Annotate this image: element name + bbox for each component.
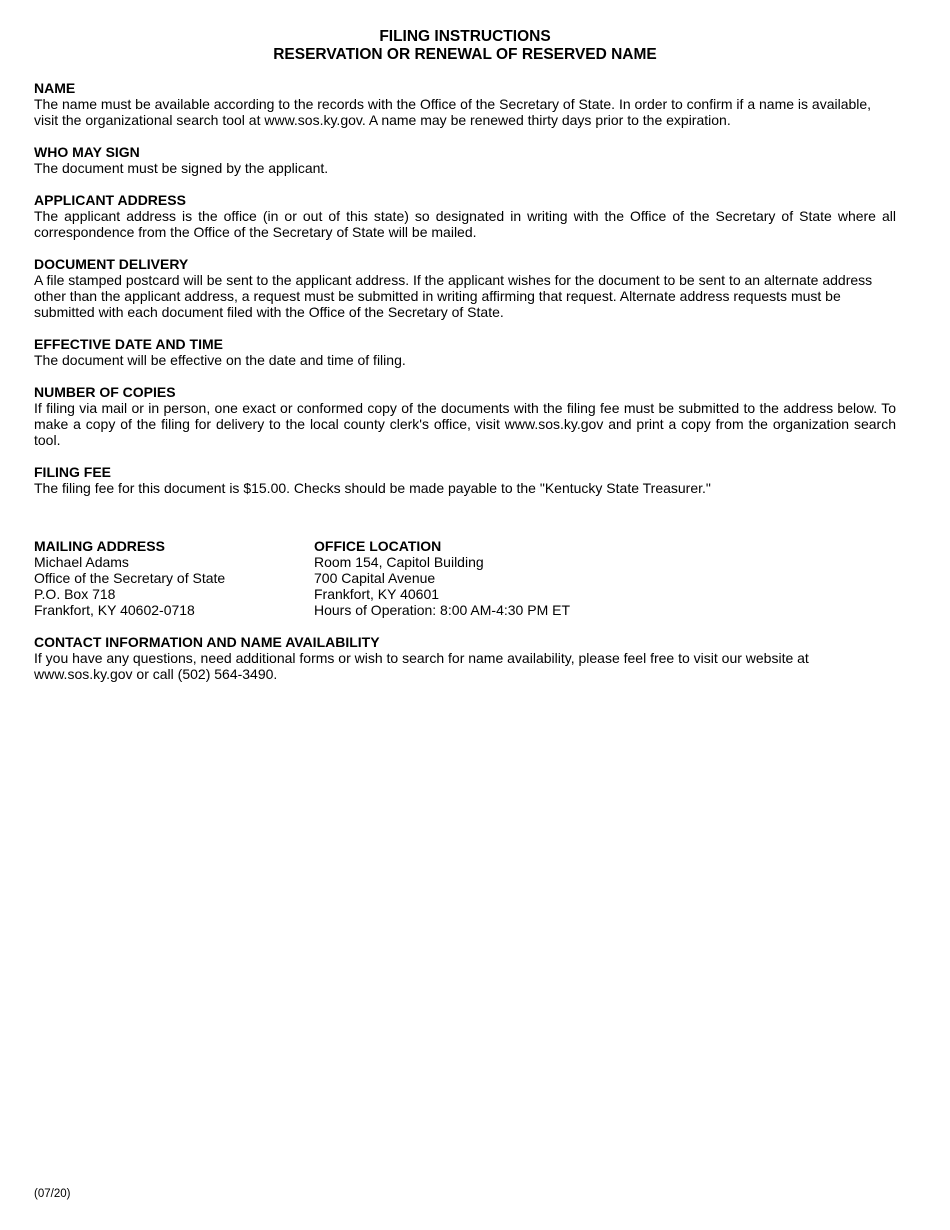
section-who-may-sign (34, 144, 896, 176)
office-location-line: Frankfort, KY 40601 (314, 586, 440, 602)
section-document-delivery (34, 256, 896, 320)
section-applicant-address (34, 192, 896, 240)
office-location-line: Room 154, Capitol Building (314, 554, 484, 570)
section-heading: NUMBER OF COPIES (34, 384, 176, 400)
section-heading: FILING FEE (34, 464, 111, 480)
form-revision-date: (07/20) (34, 1188, 71, 1200)
section-heading: NAME (34, 80, 76, 96)
section-contact-information (34, 634, 896, 682)
mailing-address (34, 538, 314, 618)
section-heading: DOCUMENT DELIVERY (34, 256, 189, 272)
section-number-of-copies (34, 384, 896, 448)
document-title-line-1: FILING INSTRUCTIONS (379, 28, 551, 45)
office-location-heading: OFFICE LOCATION (314, 538, 442, 554)
section-text: If filing via mail or in person, one exact or conformed copy of the documents with the filing fee must be submitted to the address below. To make a copy of the filing for delivery to the local county clerk's office, visit www.sos.ky.gov and print a copy from the organization search tool. (34, 400, 896, 448)
section-effective-date (34, 336, 896, 368)
office-location (314, 538, 594, 618)
section-text: The document must be signed by the applicant. (34, 160, 329, 176)
section-text: The applicant address is the office (in or out of this state) so designated in writing with the Office of the Secretary of State where all correspondence from the Office of the Secretary of State will be mailed. (34, 208, 896, 240)
section-text: If you have any questions, need additional forms or wish to search for name availability, please feel free to visit our website at www.sos.ky.gov or call (502) 564-3490. (34, 650, 809, 682)
section-heading: WHO MAY SIGN (34, 144, 140, 160)
section-filing-fee (34, 464, 896, 496)
section-text: The document will be effective on the date and time of filing. (34, 352, 406, 368)
section-text: The filing fee for this document is $15.00. Checks should be made payable to the "Kentucky State Treasurer." (34, 480, 711, 496)
office-location-line: 700 Capital Avenue (314, 570, 436, 586)
mailing-address-line: P.O. Box 718 (34, 586, 116, 602)
section-heading: APPLICANT ADDRESS (34, 192, 186, 208)
address-block (34, 538, 896, 618)
mailing-address-line: Frankfort, KY 40602-0718 (34, 602, 195, 618)
section-text: The name must be available according to the records with the Office of the Secretary of State. In order to confirm if a name is available, visit the organizational search tool at www.sos.ky.gov. A name may be renewed thirty days prior to the expiration. (34, 96, 872, 128)
mailing-address-heading: MAILING ADDRESS (34, 538, 165, 554)
section-heading: EFFECTIVE DATE AND TIME (34, 336, 223, 352)
document-title-line-2: RESERVATION OR RENEWAL OF RESERVED NAME (273, 46, 657, 63)
mailing-address-line: Office of the Secretary of State (34, 570, 226, 586)
filing-instructions-page (34, 28, 896, 682)
section-heading: CONTACT INFORMATION AND NAME AVAILABILITY (34, 634, 380, 650)
mailing-address-line: Michael Adams (34, 554, 129, 570)
office-location-line: Hours of Operation: 8:00 AM-4:30 PM ET (314, 602, 571, 618)
section-text: A file stamped postcard will be sent to the applicant address. If the applicant wishes for the document to be sent to an alternate address other than the applicant address, a request must be submitted in writing affirming that request. Alternate address requests must be submitted with each document filed with the Office of the Secretary of State. (34, 272, 873, 320)
section-name (34, 80, 896, 128)
